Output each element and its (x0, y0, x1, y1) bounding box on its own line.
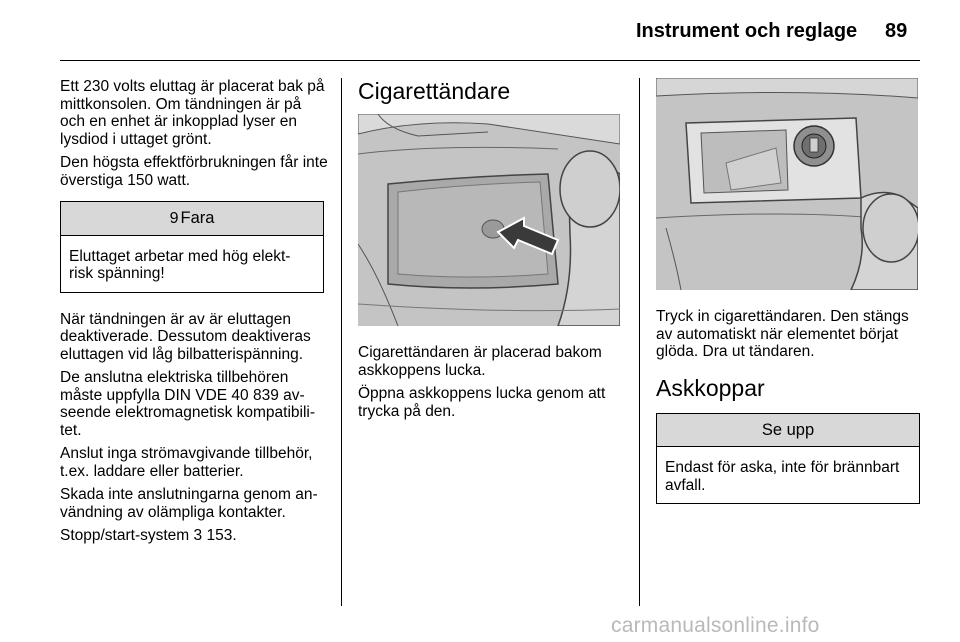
lighter-location-caption: Cigarettändaren är placerad bakom askkoppens lucka. (358, 344, 602, 379)
middle-column (358, 78, 622, 426)
column-divider-left (341, 78, 342, 606)
ashtray-lid-photo (358, 114, 620, 326)
danger-box-text: Eluttaget arbetar med hög elekt- risk spänning! (69, 247, 291, 282)
warning-triangle-icon: 9 (169, 210, 179, 227)
xref-label: Stopp/start-system (60, 527, 190, 544)
danger-box (60, 201, 324, 293)
xref-page: 153. (206, 527, 237, 544)
left-column (60, 78, 328, 551)
site-watermark: carmanualsonline.info (611, 614, 820, 637)
page-number: 89 (885, 20, 908, 42)
xref-arrow-icon: 3 (193, 527, 203, 544)
danger-box-title: Fara (180, 209, 215, 227)
caution-box-text: Endast för aska, inte för brännbart avfall. (665, 459, 900, 494)
no-supply-paragraph: Anslut inga strömavgivande tillbehör, t.ex. laddare eller batterier. (60, 445, 313, 480)
page-title: Instrument och reglage (636, 20, 858, 42)
din-paragraph: De anslutna elektriska tillbehören måste uppfylla DIN VDE 40 839 av- seende elektromagnetisk kompatibili- tet. (60, 369, 316, 439)
caution-box (656, 413, 920, 505)
danger-box-header (61, 202, 323, 236)
ashtrays-heading: Askkoppar (656, 374, 765, 401)
right-column (656, 78, 920, 504)
push-lighter-instruction: Tryck in cigarettändaren. Den stängs av automatiskt när elementet börjat glöda. Dra ut tändaren. (656, 308, 909, 360)
header-divider (60, 60, 920, 61)
caution-box-header: Se upp (657, 414, 919, 448)
cigarette-lighter-photo (656, 78, 918, 290)
start-stop-xref[interactable] (60, 527, 328, 545)
damage-paragraph: Skada inte anslutningarna genom an- vändning av olämpliga kontakter. (60, 486, 318, 521)
cigarette-lighter-heading: Cigarettändare (358, 78, 511, 104)
deactivated-paragraph: När tändningen är av är eluttagen deaktiverade. Dessutom deaktiveras eluttagen vid låg bilbatterispänning. (60, 310, 311, 363)
intro-paragraph: Ett 230 volts eluttag är placerat bak på mittkonsolen. Om tändningen är på och en enhet är inkopplad lyser en lysdiod i uttaget grönt. (60, 78, 325, 148)
column-divider-right (639, 78, 640, 606)
max-power-paragraph: Den högsta effektförbrukningen får inte överstiga 150 watt. (60, 154, 328, 189)
open-lid-instruction: Öppna askkoppens lucka genom att trycka på den. (358, 385, 606, 420)
